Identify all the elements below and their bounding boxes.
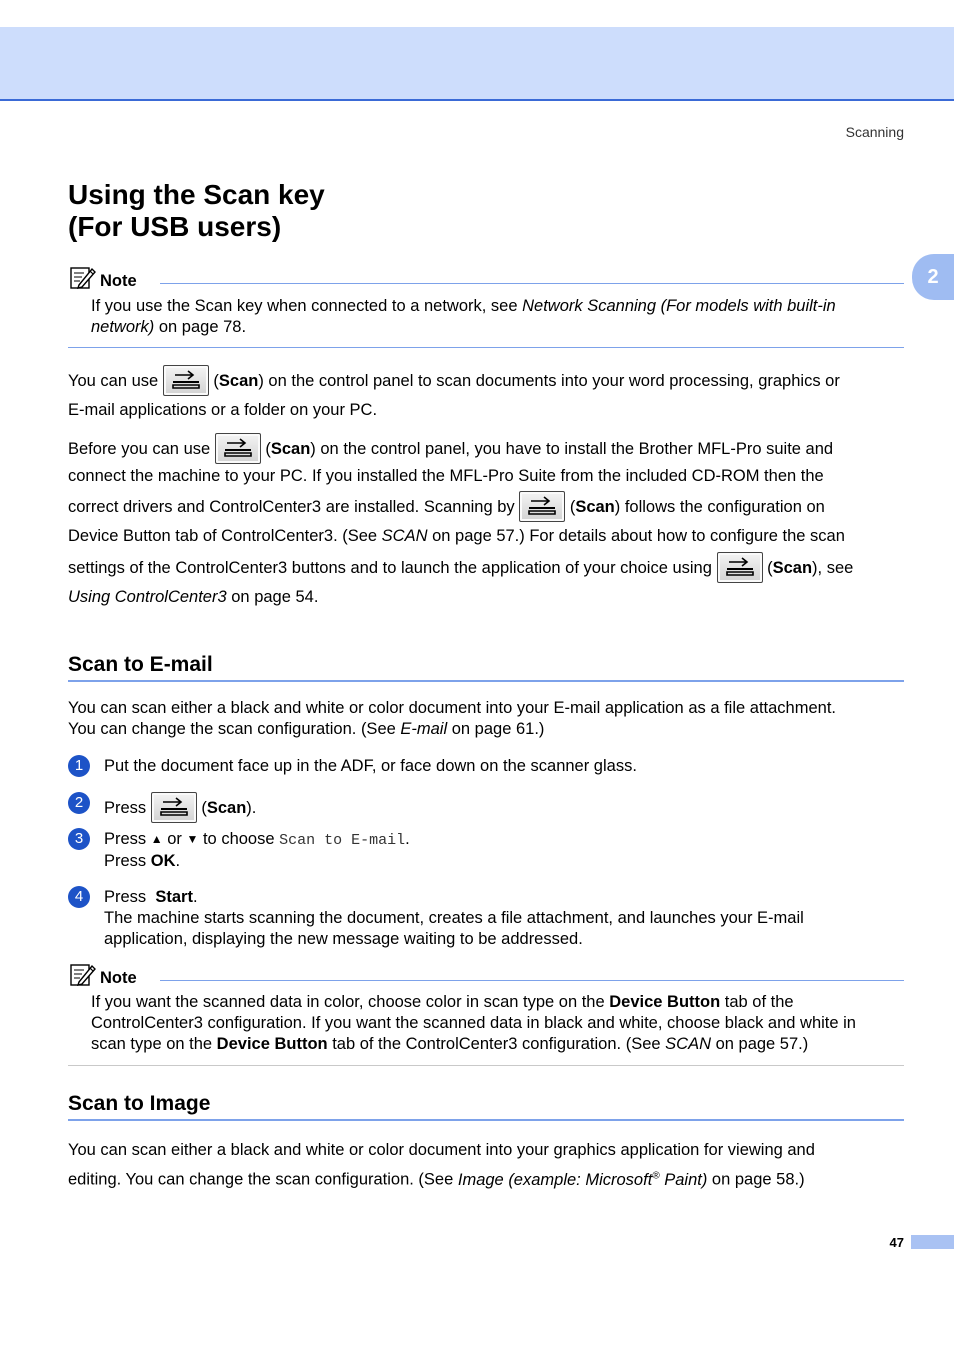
link-scan[interactable]: SCAN [665, 1035, 711, 1053]
note-header [68, 266, 904, 292]
page-title-line-2: (For USB users) [68, 211, 282, 242]
link-scan[interactable]: SCAN [381, 527, 428, 545]
step-4: 4 Press Start. The machine starts scanning the document, creates a file attachment, and launches your E-mail application, displaying the new message waiting to be addressed. [68, 887, 904, 950]
paragraph-intro: You can use (Scan) on the control panel to scan documents into your word processing, graphics or E-mail applications or a folder on your PC. [68, 366, 904, 425]
scan-key-icon [151, 792, 197, 823]
scan-key-icon [717, 552, 763, 583]
note-bottom-rule [68, 1065, 904, 1066]
note-rule [160, 283, 904, 284]
note-label: Note [100, 272, 137, 290]
scan-key-icon [519, 491, 565, 522]
page-number-tab [911, 1235, 954, 1249]
note-box [68, 266, 904, 338]
down-arrow-icon: ▼ [186, 832, 199, 846]
step-3: 3 Press ▲ or ▼ to choose Scan to E-mail. Press OK. [68, 829, 904, 872]
step-2: 2 Press (Scan). [68, 793, 904, 824]
note-label: Note [100, 969, 137, 987]
link-using-controlcenter3[interactable]: Using ControlCenter3 [68, 588, 227, 606]
menu-option-text: Scan to E-mail [279, 832, 406, 849]
link-email[interactable]: E-mail [400, 720, 448, 738]
link-image-example[interactable]: Image (example: Microsoft® Paint) [457, 1170, 708, 1189]
top-banner [0, 27, 954, 101]
paragraph-before-use: Before you can use (Scan) on the control panel, you have to install the Brother MFL-Pro suite and connect the machine to your PC. If you installed the MFL-Pro Suite from the included CD-ROM then the correct drivers and ControlCenter3 are installed. Scanning by (Scan) follows the configuration on Device Button tab of ControlCenter3. (See SCAN on page 57.) For details about how to configure the scan settings of the ControlCenter3 buttons and to launch the application of your choice using (Scan), see Using ControlCenter3 on page 54. [68, 434, 904, 612]
note-pencil-icon [70, 266, 96, 290]
image-intro: You can scan either a black and white or color document into your graphics application for viewing and editing. You can change the scan configuration. (See Image (example: Microsoft® Paint) on page 58.) [68, 1141, 815, 1189]
note-bottom-rule [68, 347, 904, 348]
note-body: If you want the scanned data in color, choose color in scan type on the Device Button tab of the ControlCenter3 configuration. If you want the scanned data in black and white, choose black and white in scan type on the Device Button tab of the ControlCenter3 configuration. (See SCAN on page 57.) [91, 993, 856, 1053]
page-title [68, 179, 668, 243]
note-box [68, 963, 904, 1055]
page-title-line-1: Using the Scan key [68, 179, 325, 210]
step-number: 2 [68, 792, 90, 814]
up-arrow-icon: ▲ [150, 832, 163, 846]
page-number: 47 [889, 1235, 904, 1250]
note-body: If you use the Scan key when connected to a network, see Network Scanning (For models with built-in network) on page 78. [91, 297, 836, 336]
step-1: 1 Put the document face up in the ADF, or face down on the scanner glass. [68, 756, 904, 777]
scan-key-icon [163, 365, 209, 396]
chapter-tab[interactable]: 2 [912, 254, 954, 300]
step-number: 3 [68, 828, 90, 850]
section-heading-scan-to-image: Scan to Image [68, 1093, 904, 1121]
scan-key-icon [215, 433, 261, 464]
running-header: Scanning [845, 124, 904, 140]
link-network-scanning-cont[interactable]: network) [91, 318, 155, 336]
note-pencil-icon [70, 963, 96, 987]
link-network-scanning[interactable]: Network Scanning (For models with built-in [522, 297, 836, 315]
note-rule [160, 980, 904, 981]
note-header [68, 963, 904, 989]
step-number: 1 [68, 755, 90, 777]
email-intro: You can scan either a black and white or color document into your E-mail application as a file attachment. You can change the scan configuration. (See E-mail on page 61.) [68, 699, 836, 738]
step-number: 4 [68, 886, 90, 908]
section-heading-scan-to-email: Scan to E-mail [68, 654, 904, 682]
